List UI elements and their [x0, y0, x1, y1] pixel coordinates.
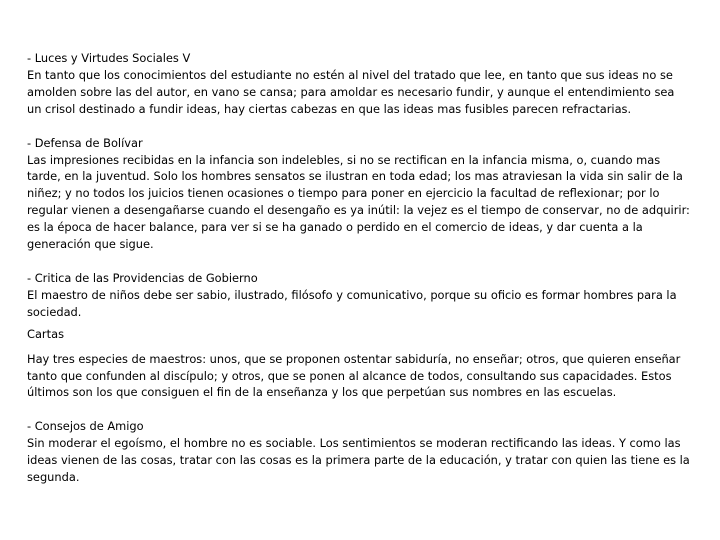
quote-body: En tanto que los conocimientos del estudiante no estén al nivel del tratado que lee, en tanto que sus ideas no se amolden sobre las del autor, en vano se cansa; para amoldar es necesario fundir, y aunque el entendimiento sea un crisol destinado a fundir ideas, hay ciertas cabezas en que las ideas mas fusibles parecen refractarias. [27, 67, 675, 116]
quote-block-defensa [27, 135, 692, 253]
quote-body: El maestro de niños debe ser sabio, ilustrado, filósofo y comunicativo, porque su oficio es formar hombres para la sociedad. [27, 287, 677, 319]
quote-heading: Cartas [27, 326, 64, 341]
spacer [27, 253, 692, 270]
quote-body: Hay tres especies de maestros: unos, que se proponen ostentar sabiduría, no enseñar; otros, que quieren enseñar tanto que confunden al discípulo; y otros, que se ponen al alcance de todos, consultando sus capacidades. Estos últimos son los que consiguen el fin de la enseñanza y los que perpetúan sus nombres en las escuelas. [27, 351, 681, 400]
spacer [27, 343, 692, 351]
quote-block-cartas [27, 326, 692, 402]
quote-heading: - Luces y Virtudes Sociales V [27, 51, 191, 65]
document-page [27, 50, 692, 486]
spacer [27, 118, 692, 135]
quote-block-luces [27, 50, 692, 118]
quote-heading: - Defensa de Bolívar [27, 135, 143, 150]
quote-block-critica [27, 270, 692, 321]
quote-body: Las impresiones recibidas en la infancia son indelebles, si no se rectifican en la infancia misma, o, cuando mas tarde, en la juventud. Solo los hombres sensatos se ilustran en toda edad; los mas atraviesan la vida sin salir de la niñez; y no todos los juicios tienen ocasiones o tiempo para poner en ejercicio la facultad de reflexionar; por lo regular vienen a desengañarse cuando el desengaño es ya inútil: la vejez es el tiempo de conservar, no de adquirir: es la época de hacer balance, para ver si se ha ganado o perdido en el comercio de ideas, y dar cuenta a la generación que sigue. [27, 152, 690, 252]
quote-block-consejos [27, 418, 692, 486]
quote-heading: - Consejos de Amigo [27, 419, 144, 434]
spacer [27, 401, 692, 418]
quote-body: Sin moderar el egoísmo, el hombre no es sociable. Los sentimientos se moderan rectificando las ideas. Y como las ideas vienen de las cosas, tratar con las cosas es la primera parte de la educación, y tratar con quien las tiene es la segunda. [27, 436, 690, 485]
quote-heading: - Critica de las Providencias de Gobierno [27, 270, 258, 285]
